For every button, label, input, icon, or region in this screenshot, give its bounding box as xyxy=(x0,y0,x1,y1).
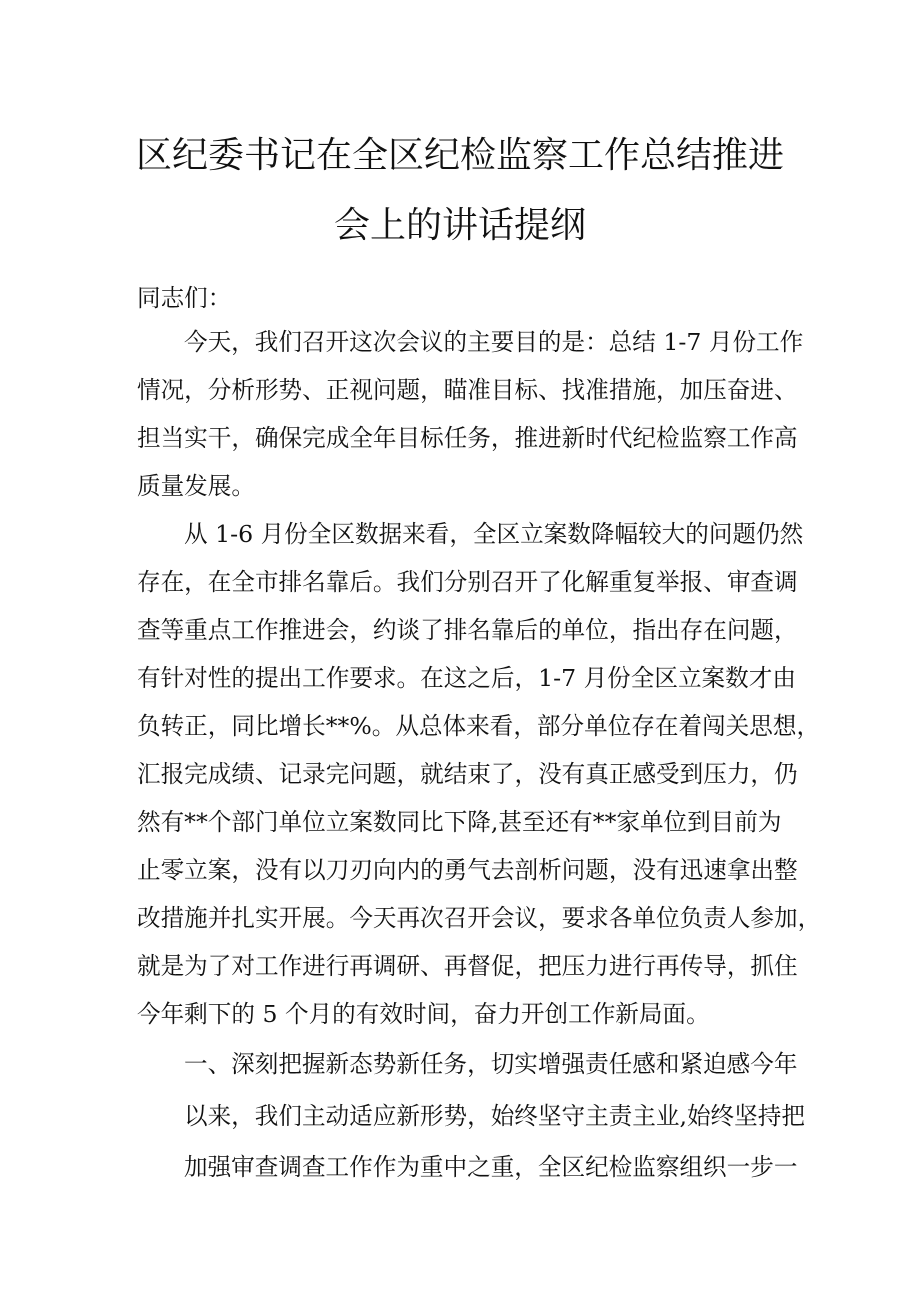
paragraph-3-line-3: 加强审查调查工作作为重中之重，全区纪检监察组织一步一 xyxy=(184,1153,798,1181)
paragraph-1-line-3: 担当实干，确保完成全年目标任务，推进新时代纪检监察工作高 xyxy=(137,424,798,452)
paragraph-2-line-6: 汇报完成绩、记录完问题，就结束了，没有真正感受到压力，仍 xyxy=(137,760,798,788)
salutation: 同志们： xyxy=(137,284,232,312)
paragraph-2-line-2: 存在，在全市排名靠后。我们分别召开了化解重复举报、审查调 xyxy=(137,568,798,596)
paragraph-2-line-4: 有针对性的提出工作要求。在这之后，1-7 月份全区立案数才由 xyxy=(137,664,796,692)
document-title-line-2: 会上的讲话提纲 xyxy=(333,205,586,246)
paragraph-2-line-3: 查等重点工作推进会，约谈了排名靠后的单位，指出存在问题， xyxy=(137,616,798,644)
paragraph-3-line-2: 以来，我们主动适应新形势，始终坚守主责主业,始终坚持把 xyxy=(184,1102,805,1130)
paragraph-1-line-2: 情况，分析形势、正视问题，瞄准目标、找准措施，加压奋进、 xyxy=(137,376,798,404)
paragraph-2-line-10: 就是为了对工作进行再调研、再督促，把压力进行再传导，抓住 xyxy=(137,952,798,980)
paragraph-2-line-11: 今年剩下的 5 个月的有效时间，奋力开创工作新局面。 xyxy=(137,1000,710,1028)
paragraph-2-line-1: 从 1-6 月份全区数据来看，全区立案数降幅较大的问题仍然 xyxy=(184,520,804,548)
paragraph-1-line-4: 质量发展。 xyxy=(137,472,255,500)
paragraph-3-line-1: 一、深刻把握新态势新任务，切实增强责任感和紧迫感今年 xyxy=(184,1050,798,1078)
paragraph-2-line-9: 改措施并扎实开展。今天再次召开会议，要求各单位负责人参加， xyxy=(137,904,822,932)
paragraph-2-line-7: 然有**个部门单位立案数同比下降,甚至还有**家单位到目前为 xyxy=(137,808,782,836)
document-title-line-1: 区纪委书记在全区纪检监察工作总结推进 xyxy=(135,135,784,176)
paragraph-2-line-5: 负转正，同比增长**%。从总体来看，部分单位存在着闯关思想， xyxy=(137,712,821,740)
paragraph-1-line-1: 今天，我们召开这次会议的主要目的是：总结 1-7 月份工作 xyxy=(184,328,804,356)
paragraph-2-line-8: 止零立案，没有以刀刃向内的勇气去剖析问题，没有迅速拿出整 xyxy=(137,856,798,884)
